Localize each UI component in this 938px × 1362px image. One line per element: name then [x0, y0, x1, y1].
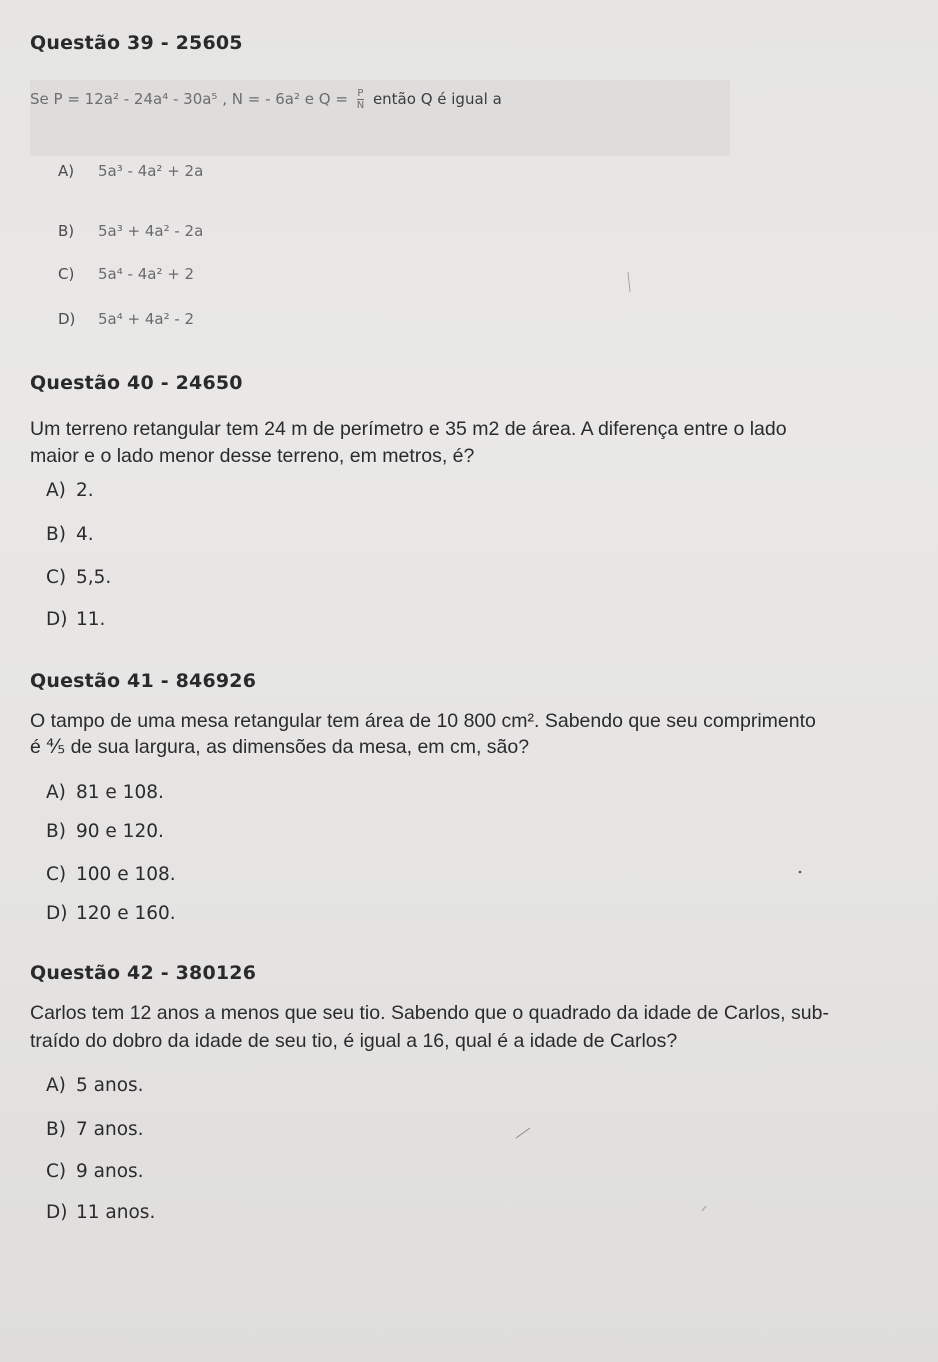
option-letter: A)	[46, 1075, 66, 1096]
option-letter: D)	[46, 1202, 68, 1223]
question-title: Questão 40 - 24650	[30, 372, 243, 394]
formula-prefix: Se P = 12a² - 24a⁴ - 30a⁵ , N = - 6a² e Q =	[30, 90, 353, 108]
option-letter: C)	[46, 567, 67, 588]
option-letter: A)	[46, 480, 66, 501]
option-text: 100 e 108.	[76, 864, 176, 885]
option-letter: B)	[46, 524, 66, 545]
option-b[interactable]	[58, 222, 203, 240]
option-letter: B)	[46, 1119, 66, 1140]
option-b[interactable]	[46, 524, 94, 545]
option-text: 5,5.	[76, 567, 112, 588]
question-text-line-2: é ⅘ de sua largura, as dimensões da mesa, em cm, são?	[30, 736, 530, 758]
option-d[interactable]	[58, 310, 194, 328]
fraction-denominator: N	[356, 100, 365, 111]
question-text-line-1: Um terreno retangular tem 24 m de perímetro e 35 m2 de área. A diferença entre o lado	[30, 418, 787, 440]
option-letter: A)	[46, 782, 66, 803]
option-text: 5a³ - 4a² + 2a	[98, 162, 204, 180]
option-text: 7 anos.	[76, 1119, 144, 1140]
fraction-p-over-n	[357, 88, 364, 111]
option-c[interactable]	[46, 567, 111, 588]
option-d[interactable]	[46, 903, 176, 924]
option-text: 11 anos.	[76, 1202, 156, 1223]
option-letter: C)	[46, 864, 67, 885]
question-text	[30, 88, 502, 111]
option-text: 2.	[76, 480, 94, 501]
option-letter: B)	[58, 222, 75, 240]
option-text: 81 e 108.	[76, 782, 164, 803]
option-a[interactable]	[46, 1075, 144, 1096]
option-text: 4.	[76, 524, 94, 545]
option-letter: D)	[46, 609, 68, 630]
question-title: Questão 42 - 380126	[30, 962, 257, 984]
formula-suffix: então Q é igual a	[368, 90, 502, 108]
option-a[interactable]	[46, 782, 164, 803]
option-b[interactable]	[46, 821, 164, 842]
option-letter: C)	[46, 1161, 67, 1182]
option-text: 9 anos.	[76, 1161, 144, 1182]
option-text: 5 anos.	[76, 1075, 144, 1096]
option-text: 90 e 120.	[76, 821, 164, 842]
option-a[interactable]	[46, 480, 94, 501]
option-d[interactable]	[46, 609, 105, 630]
option-letter: D)	[46, 903, 68, 924]
option-text: 11.	[76, 609, 106, 630]
question-42	[30, 962, 918, 1223]
option-c[interactable]	[46, 864, 176, 885]
option-b[interactable]	[46, 1119, 144, 1140]
question-40	[30, 372, 918, 630]
fraction-numerator: P	[357, 88, 364, 99]
option-letter: B)	[46, 821, 66, 842]
option-text: 5a⁴ - 4a² + 2	[98, 265, 195, 283]
option-a[interactable]	[58, 162, 203, 180]
question-39	[30, 32, 918, 328]
pen-mark	[702, 1206, 706, 1211]
question-text-line-1: O tampo de uma mesa retangular tem área de 10 800 cm². Sabendo que seu comprimento	[30, 710, 816, 732]
option-text: 120 e 160.	[76, 903, 176, 924]
question-41	[30, 670, 918, 924]
option-text: 5a⁴ + 4a² - 2	[98, 310, 195, 328]
option-d[interactable]	[46, 1202, 155, 1223]
question-title: Questão 39 - 25605	[30, 32, 243, 54]
option-letter: A)	[58, 162, 75, 180]
pen-mark	[628, 272, 630, 292]
pen-dot	[799, 871, 802, 874]
option-text: 5a³ + 4a² - 2a	[98, 222, 204, 240]
question-text-line-2: maior e o lado menor desse terreno, em metros, é?	[30, 445, 475, 467]
option-c[interactable]	[58, 265, 194, 283]
question-text-line-2: traído do dobro da idade de seu tio, é igual a 16, qual é a idade de Carlos?	[30, 1030, 678, 1052]
pen-mark	[516, 1128, 530, 1138]
option-letter: D)	[58, 310, 76, 328]
question-title: Questão 41 - 846926	[30, 670, 257, 692]
option-c[interactable]	[46, 1161, 144, 1182]
option-letter: C)	[58, 265, 75, 283]
question-text-line-1: Carlos tem 12 anos a menos que seu tio. Sabendo que o quadrado da idade de Carlos, sub-	[30, 1002, 829, 1024]
